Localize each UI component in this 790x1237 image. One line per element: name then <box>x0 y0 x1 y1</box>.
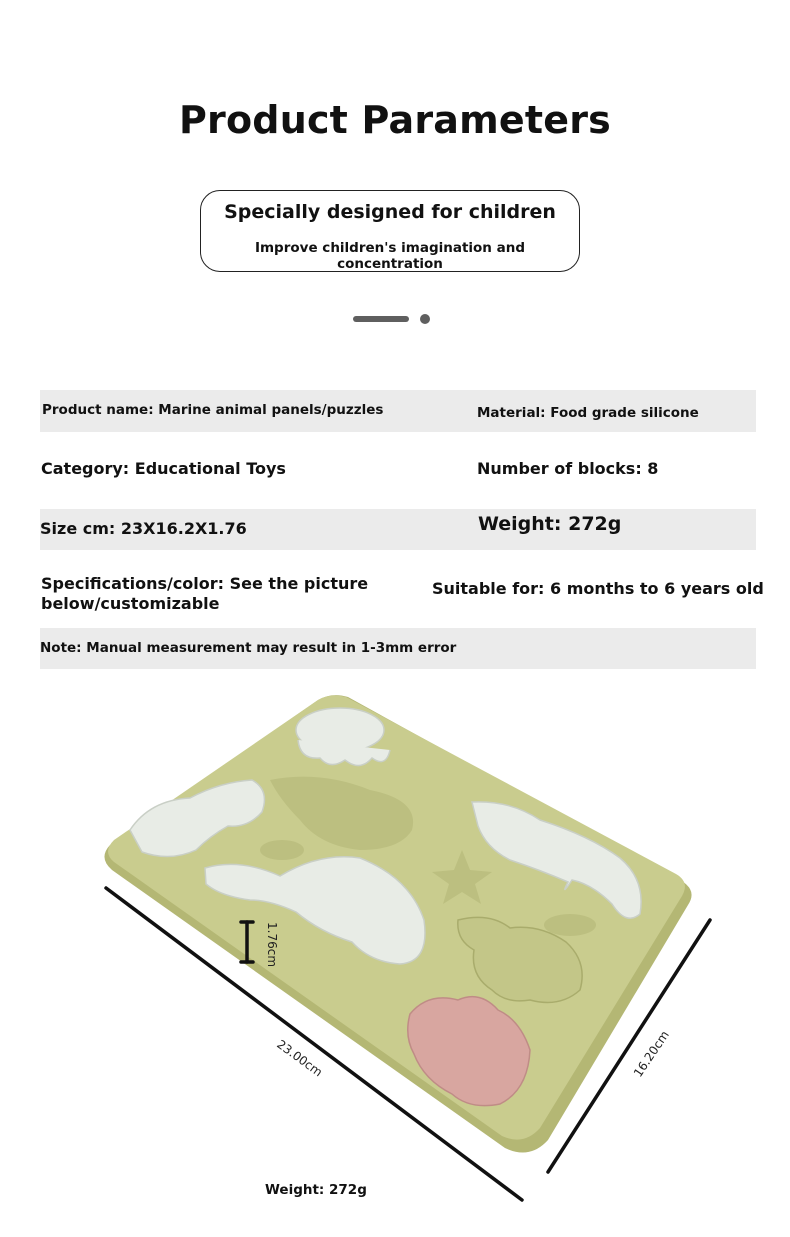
param-specifications <box>41 574 368 614</box>
param-suitable-age: Suitable for: 6 months to 6 years old <box>432 579 764 598</box>
tagline-box <box>200 190 580 272</box>
param-category: Category: Educational Toys <box>41 459 286 478</box>
length-dimension-label: 23.00cm <box>274 1037 326 1080</box>
param-size: Size cm: 23X16.2X1.76 <box>40 519 247 538</box>
sunken-small-fish-shape-2 <box>544 914 596 936</box>
param-weight: Weight: 272g <box>478 513 622 535</box>
param-note: Note: Manual measurement may result in 1-3mm error <box>40 640 457 656</box>
param-product-name: Product name: Marine animal panels/puzzles <box>42 402 384 418</box>
param-spec-line-1: Specifications/color: See the picture <box>41 574 369 593</box>
weight-caption: Weight: 272g <box>265 1182 367 1198</box>
octopus-piece <box>296 708 390 766</box>
height-dimension-label: 1.76cm <box>265 922 279 968</box>
sunken-small-fish-shape <box>260 840 304 860</box>
pagination-dot[interactable] <box>420 314 430 324</box>
param-spec-line-2: below/customizable <box>41 594 220 613</box>
pagination-active-indicator[interactable] <box>353 316 409 322</box>
param-material: Material: Food grade silicone <box>477 405 699 421</box>
tagline-main: Specially designed for children <box>224 201 556 223</box>
param-blocks: Number of blocks: 8 <box>477 459 659 478</box>
width-dimension-label: 16.20cm <box>630 1028 672 1080</box>
product-image <box>0 680 790 1220</box>
tagline-sub: Improve children's imagination and concentration <box>254 240 526 272</box>
page-title: Product Parameters <box>179 98 611 142</box>
